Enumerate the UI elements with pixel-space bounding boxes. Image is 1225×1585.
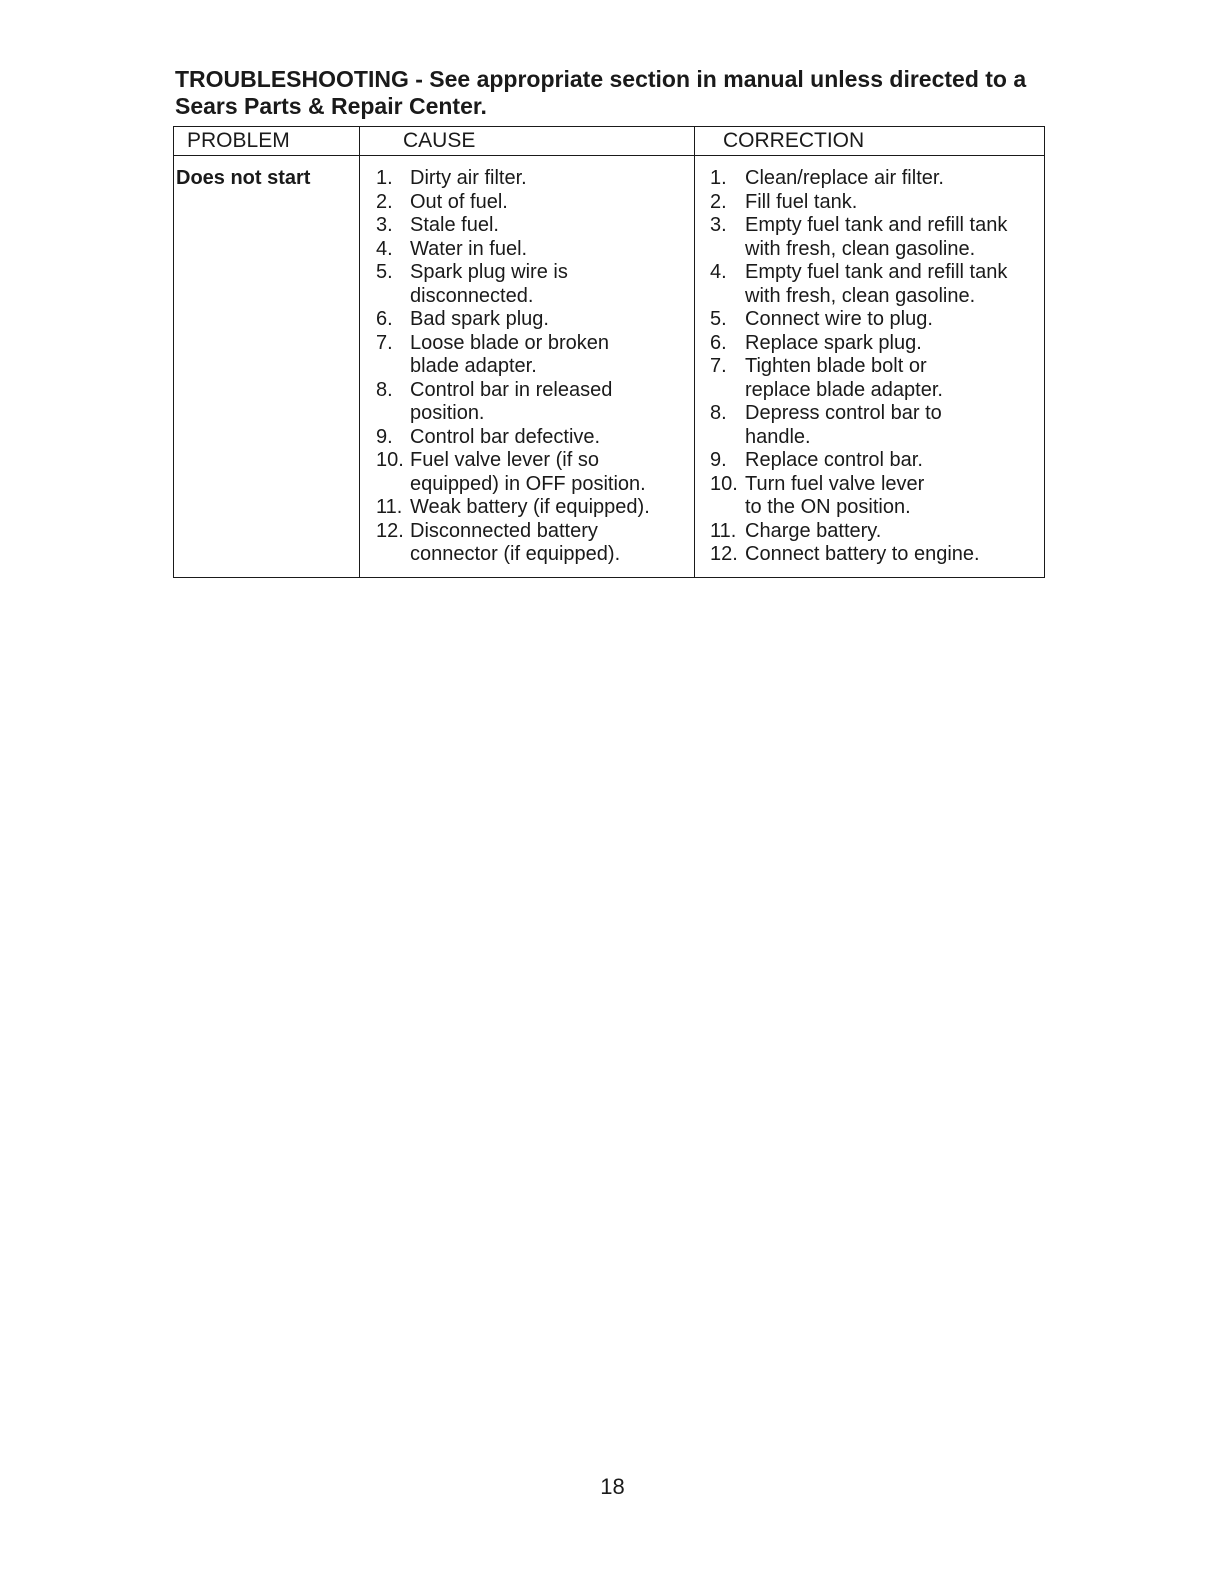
item-number: 3. xyxy=(710,214,727,236)
item-number: 2. xyxy=(376,190,393,213)
item-text: Tighten blade bolt or replace blade adapter. xyxy=(745,355,943,401)
column-header-cause: CAUSE xyxy=(360,127,695,156)
list-item xyxy=(710,402,1044,449)
list-item xyxy=(710,449,1044,473)
item-number: 9. xyxy=(376,425,393,448)
item-number: 5. xyxy=(376,261,393,283)
cause-cell xyxy=(360,156,695,578)
item-text: Fuel valve lever (if so equipped) in OFF position. xyxy=(410,449,646,495)
list-item xyxy=(376,238,694,262)
list-item xyxy=(376,167,694,191)
item-number: 9. xyxy=(710,449,727,471)
table-row xyxy=(174,156,1045,578)
item-text: Out of fuel. xyxy=(410,190,508,213)
item-number: 10. xyxy=(710,472,738,495)
list-item xyxy=(376,449,694,496)
list-item xyxy=(710,191,1044,215)
item-text: Water in fuel. xyxy=(410,237,528,260)
item-number: 2. xyxy=(710,190,727,213)
list-item xyxy=(710,214,1044,261)
list-item xyxy=(710,473,1044,520)
list-item xyxy=(710,355,1044,402)
item-text: Fill fuel tank. xyxy=(745,190,858,213)
problem-cell: Does not start xyxy=(174,156,360,578)
item-text: Control bar defective. xyxy=(410,425,601,448)
item-text: Bad spark plug. xyxy=(410,308,549,330)
item-text: Control bar in released position. xyxy=(410,378,613,424)
page-number: 18 xyxy=(600,1474,625,1499)
item-text: Connect wire to plug. xyxy=(745,308,933,330)
item-text: Clean/replace air filter. xyxy=(745,167,944,189)
list-item xyxy=(376,191,694,215)
correction-cell xyxy=(695,156,1045,578)
item-text: Replace control bar. xyxy=(745,449,923,471)
item-number: 10. xyxy=(376,449,404,471)
item-number: 5. xyxy=(710,308,727,330)
item-number: 8. xyxy=(376,378,393,401)
cause-list xyxy=(360,167,694,567)
item-text: Loose blade or broken blade adapter. xyxy=(410,331,610,377)
item-text: Weak battery (if equipped). xyxy=(410,496,650,518)
list-item xyxy=(376,214,694,238)
item-number: 7. xyxy=(376,331,393,354)
item-number: 4. xyxy=(376,237,393,260)
list-item xyxy=(376,261,694,308)
item-number: 12. xyxy=(376,519,404,542)
list-item xyxy=(376,308,694,332)
item-number: 4. xyxy=(710,261,727,283)
table-header-row xyxy=(174,127,1045,156)
column-header-problem: PROBLEM xyxy=(174,127,360,156)
item-text: Connect battery to engine. xyxy=(745,543,980,565)
item-number: 6. xyxy=(710,331,727,354)
item-number: 11. xyxy=(710,519,737,542)
list-item xyxy=(710,332,1044,356)
correction-list xyxy=(695,167,1044,567)
item-text: Disconnected battery connector (if equipped). xyxy=(410,519,621,565)
item-text: Stale fuel. xyxy=(410,214,499,236)
item-text: Empty fuel tank and refill tank with fresh, clean gasoline. xyxy=(745,214,1008,260)
item-number: 3. xyxy=(376,214,393,236)
item-number: 6. xyxy=(376,308,393,330)
item-text: Dirty air filter. xyxy=(410,167,527,189)
item-number: 12. xyxy=(710,543,738,565)
list-item xyxy=(710,543,1044,567)
item-text: Turn fuel valve lever to the ON position. xyxy=(745,472,925,518)
item-number: 11. xyxy=(376,496,403,518)
list-item xyxy=(376,426,694,450)
list-item xyxy=(376,379,694,426)
item-text: Empty fuel tank and refill tank with fresh, clean gasoline. xyxy=(745,261,1008,307)
item-number: 8. xyxy=(710,402,727,424)
page-title: TROUBLESHOOTING - See appropriate section in manual unless directed to a Sears Parts & Repair Center. xyxy=(175,66,1027,119)
item-text: Replace spark plug. xyxy=(745,331,922,354)
list-item xyxy=(376,520,694,567)
item-number: 1. xyxy=(376,167,393,189)
item-number: 1. xyxy=(710,167,727,189)
list-item xyxy=(710,261,1044,308)
list-item xyxy=(376,332,694,379)
item-text: Depress control bar to handle. xyxy=(745,402,942,448)
item-number: 7. xyxy=(710,355,727,377)
list-item xyxy=(710,308,1044,332)
item-text: Charge battery. xyxy=(745,519,882,542)
item-text: Spark plug wire is disconnected. xyxy=(410,261,568,307)
list-item xyxy=(376,496,694,520)
list-item xyxy=(710,520,1044,544)
column-header-correction: CORRECTION xyxy=(695,127,1045,156)
list-item xyxy=(710,167,1044,191)
troubleshooting-table xyxy=(173,126,1045,578)
